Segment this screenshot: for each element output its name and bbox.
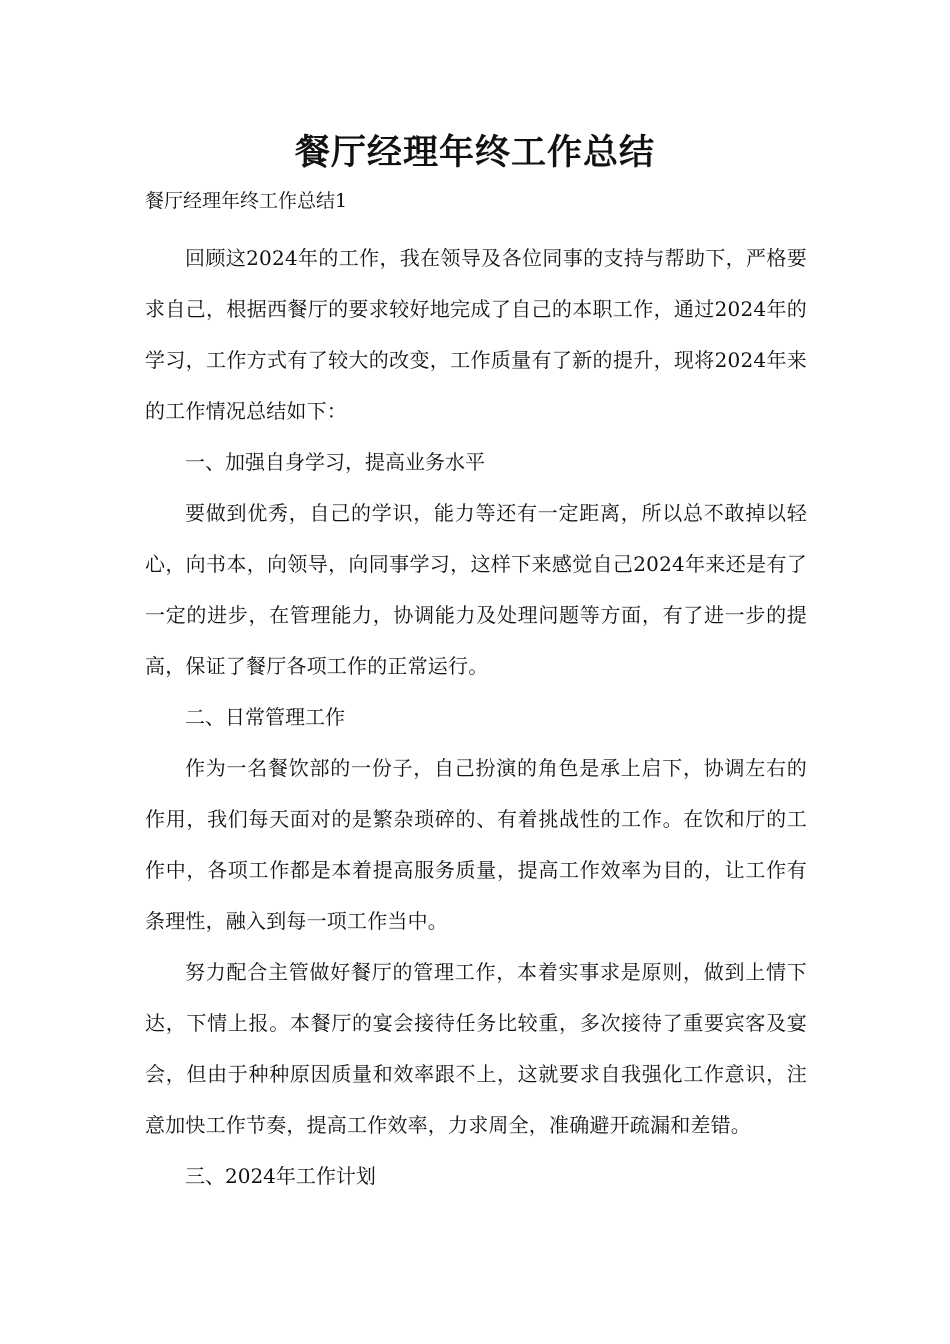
paragraph-intro: 回顾这2024年的工作，我在领导及各位同事的支持与帮助下，严格要求自己，根据西餐厅的要求较好地完成了自己的本职工作，通过2024年的学习，工作方式有了较大的改变，工作质量有了新的提升，现将2024年来的工作情况总结如下： [145,246,807,423]
paragraph-section-2a: 作为一名餐饮部的一份子，自己扮演的角色是承上启下，协调左右的作用，我们每天面对的是繁杂琐碎的、有着挑战性的工作。在饮和厅的工作中，各项工作都是本着提高服务质量，提高工作效率为目的，让工作有条理性，融入到每一项工作当中。 [145,756,807,933]
section-heading-3: 三、2024年工作计划 [185,1164,376,1188]
document-subtitle: 餐厅经理年终工作总结1 [145,190,348,212]
document-body [145,233,807,1202]
paragraph-section-2b: 努力配合主管做好餐厅的管理工作，本着实事求是原则，做到上情下达，下情上报。本餐厅的宴会接待任务比较重，多次接待了重要宾客及宴会，但由于种种原因质量和效率跟不上，这就要求自我强化工作意识，注意加快工作节奏，提高工作效率，力求周全，准确避开疏漏和差错。 [145,960,807,1137]
paragraph-section-1: 要做到优秀，自己的学识，能力等还有一定距离，所以总不敢掉以轻心，向书本，向领导，向同事学习，这样下来感觉自己2024年来还是有了一定的进步，在管理能力，协调能力及处理问题等方面，有了进一步的提高，保证了餐厅各项工作的正常运行。 [145,501,807,678]
section-heading-2: 二、日常管理工作 [185,705,345,729]
section-heading-1: 一、加强自身学习，提高业务水平 [185,450,485,474]
document-title: 餐厅经理年终工作总结 [294,133,655,173]
